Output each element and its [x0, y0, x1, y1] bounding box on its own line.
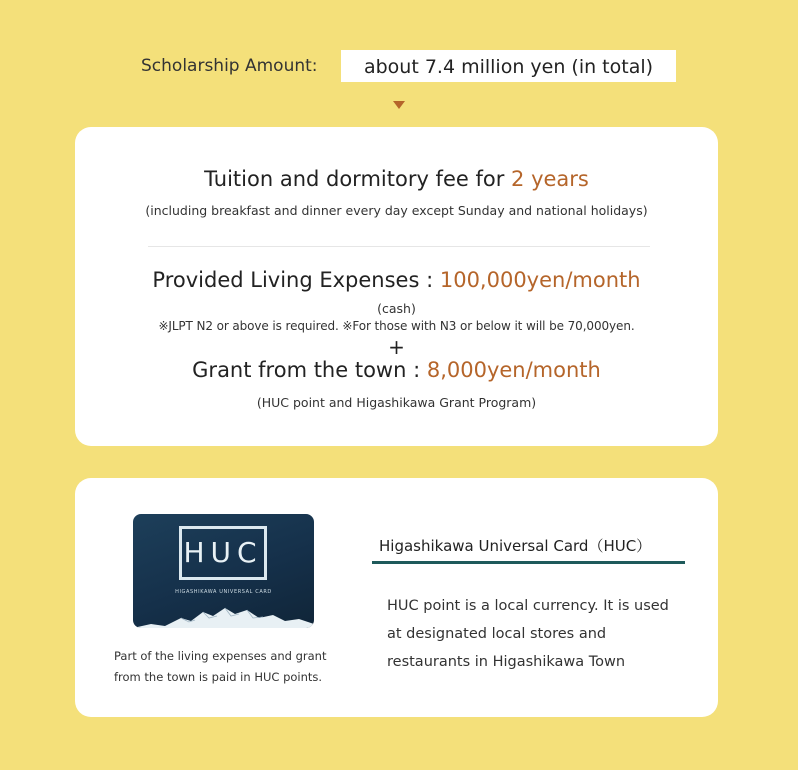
huc-card-image: [133, 514, 314, 628]
tuition-duration: 2 years: [511, 167, 589, 191]
huc-heading: Higashikawa Universal Card（HUC）: [379, 537, 652, 555]
town-grant-note: (HUC point and Higashikawa Grant Program): [256, 395, 537, 410]
huc-heading-underline: [372, 561, 685, 564]
town-grant-heading: [75, 358, 718, 382]
divider: [148, 246, 650, 247]
town-grant-amount: 8,000yen/month: [426, 358, 601, 382]
huc-card-name: HIGASHIKAWA UNIVERSAL CARD: [175, 589, 272, 595]
living-expenses-cash-note: (cash): [377, 301, 416, 316]
huc-caption: Part of the living expenses and grant from the town is paid in HUC points.: [114, 649, 327, 684]
huc-info-card: [75, 478, 718, 717]
living-expenses-label: Provided Living Expenses :: [152, 268, 440, 292]
tuition-heading: [75, 167, 718, 191]
tuition-note: (including breakfast and dinner every day except Sunday and national holidays): [145, 203, 648, 218]
scholarship-amount-label: Scholarship Amount:: [141, 56, 318, 76]
tuition-text: Tuition and dormitory fee for: [204, 167, 512, 191]
plus-icon: +: [388, 335, 405, 359]
jlpt-requirement-note: ※JLPT N2 or above is required. ※For those with N3 or below it will be 70,000yen.: [158, 319, 635, 333]
down-arrow-icon: [393, 101, 405, 109]
mountain-icon: [133, 596, 314, 628]
huc-logo: HUC: [179, 526, 267, 580]
town-grant-label: Grant from the town :: [192, 358, 427, 382]
huc-description: HUC point is a local currency. It is used at designated local stores and restaurants in Higashikawa Town: [387, 598, 669, 670]
scholarship-details-card: [75, 127, 718, 446]
scholarship-amount-row: [0, 50, 798, 82]
living-expenses-amount: 100,000yen/month: [439, 268, 641, 292]
living-expenses-heading: [75, 268, 718, 292]
scholarship-amount-value: about 7.4 million yen (in total): [341, 50, 676, 82]
